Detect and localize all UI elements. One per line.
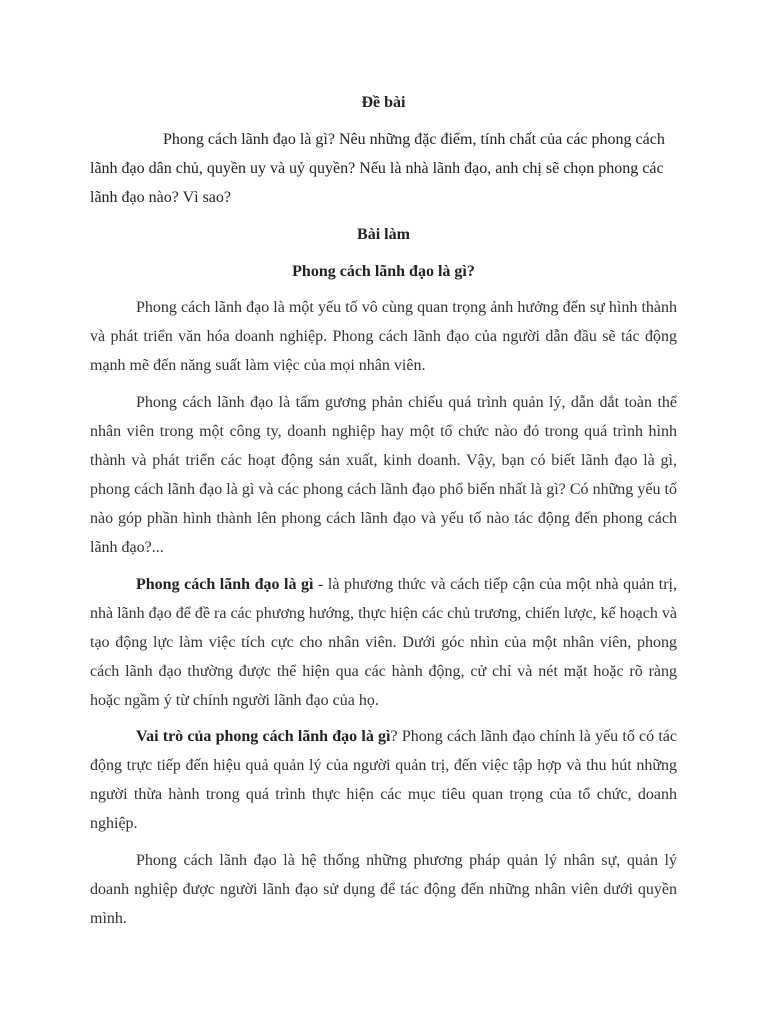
paragraph-3-block [90,570,677,715]
document-title-block [90,88,677,117]
paragraph-4-block [90,722,677,838]
paragraph-body: - là phương thức và cách tiếp cận của một nhà quản trị, nhà lãnh đạo để đề ra các phương hướng, thực hiện các chủ trương, chiến lược, kế hoạch và tạo động lực làm việc tích cực cho nhân viên. Dưới góc nhìn của một nhân viên, phong cách lãnh đạo thường được thể hiện qua các hành động, cử chỉ và nét mặt hoặc rõ ràng hoặc ngầm ý từ chính người lãnh đạo của họ. [90,576,678,709]
answer-heading: Bài làm [357,226,410,243]
paragraph [90,722,677,838]
paragraph-1-block [90,293,677,380]
paragraph: Phong cách lãnh đạo là hệ thống những phương pháp quản lý nhân sự, quản lý doanh nghiệp được người lãnh đạo sử dụng để tác động đến những nhân viên dưới quyền mình. [90,852,677,927]
paragraph-body: ? Phong cách lãnh đạo chính là yếu tố có tác động trực tiếp đến hiệu quả quản lý của người quản trị, đến việc tập hợp và thu hút những người thừa hành trong quá trình thực hiện các mục tiêu quan trọng của tổ chức, doanh nghiệp. [90,728,678,832]
paragraph [90,570,677,715]
paragraph-2-block [90,388,677,562]
paragraph-5-block [90,846,677,933]
document-title: Đề bài [361,94,406,111]
paragraph-bold-lead: Vai trò của phong cách lãnh đạo là gì [136,728,391,745]
paragraph-bold-lead: Phong cách lãnh đạo là gì [136,576,314,593]
paragraph: Phong cách lãnh đạo là một yếu tố vô cùng quan trọng ảnh hưởng đến sự hình thành và phát triển văn hóa doanh nghiệp. Phong cách lãnh đạo của người dẫn đầu sẽ tác động mạnh mẽ đến năng suất làm việc của mọi nhân viên. [90,299,677,374]
paragraph: Phong cách lãnh đạo là tấm gương phản chiếu quá trình quản lý, dẫn dắt toàn thể nhân viên trong một công ty, doanh nghiệp hay một tổ chức nào đó trong quá trình hình thành và phát triển các hoạt động sản xuất, kinh doanh. Vậy, bạn có biết lãnh đạo là gì, phong cách lãnh đạo là gì và các phong cách lãnh đạo phổ biến nhất là gì? Có những yếu tố nào góp phần hình thành lên phong cách lãnh đạo và yếu tố nào tác động đến phong cách lãnh đạo?... [90,394,677,556]
question-block [90,125,677,212]
section-heading: Phong cách lãnh đạo là gì? [292,263,475,280]
section-heading-block [90,257,677,286]
answer-heading-block [90,220,677,249]
question-text: Phong cách lãnh đạo là gì? Nêu những đặc điểm, tính chất của các phong cách lãnh đạo dân chủ, quyền uy và uỷ quyền? Nếu là nhà lãnh đạo, anh chị sẽ chọn phong các lãnh đạo nào? Vì sao? [90,131,665,206]
